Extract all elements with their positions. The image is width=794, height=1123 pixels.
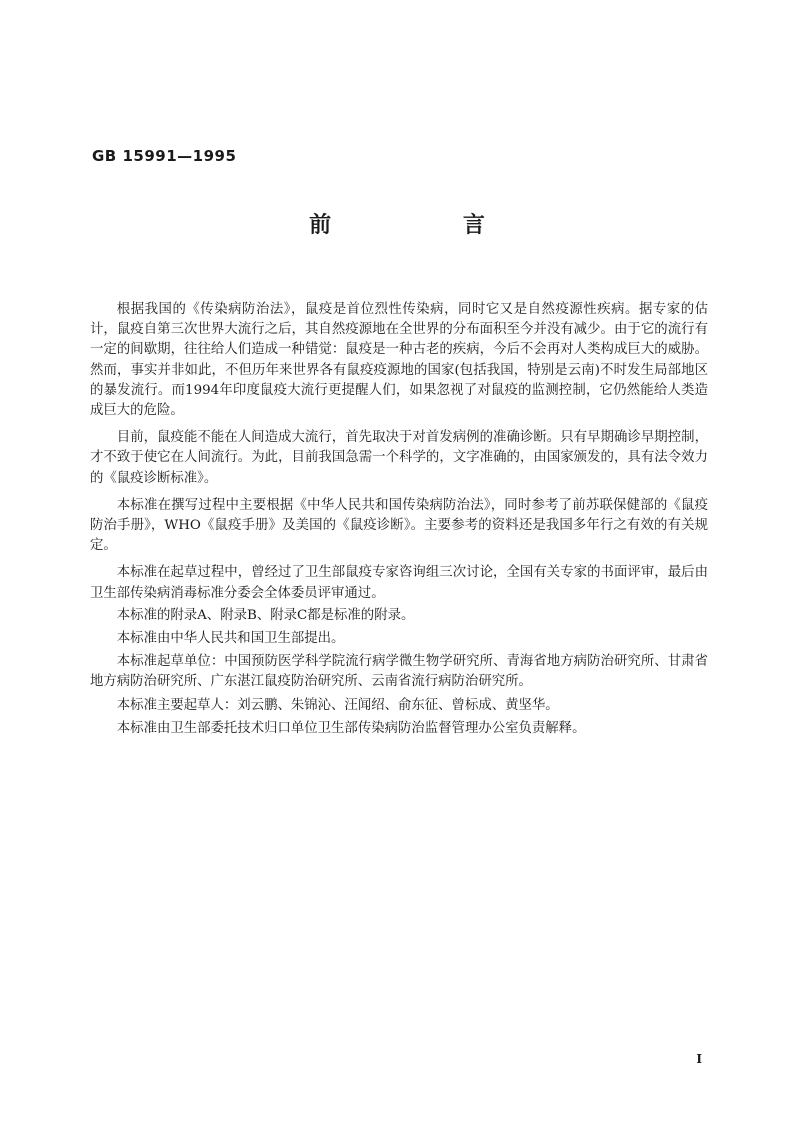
paragraph-proposer: 本标准由中华人民共和国卫生部提出。 bbox=[116, 631, 345, 647]
paragraph-background: 根据我国的《传染病防治法》，鼠疫是首位烈性传染病，同时它又是自然疫源性疾病。据专家的估计，鼠疫自第三次世界大流行之后，其自然疫源地在全世界的分布面积至今并没有减少。由于它的流行有一定的间歇期，往往给人们造成一种错觉：鼠疫是一种古老的疾病，今后不会再对人类构成巨大的威胁。然而，事实并非如此，不但历年来世界各有鼠疫疫源地的国家(包括我国，特别是云南)不时发生局部地区的暴发流行。而1994年印度鼠疫大流行更提醒人们，如果忽视了对鼠疫的监测控制，它仍然能给人类造成巨大的危险。 bbox=[90, 302, 708, 419]
paragraph-drafters: 本标准主要起草人：刘云鹏、朱锦沁、汪闻绍、俞东征、曾标成、黄坚华。 bbox=[116, 697, 559, 713]
paragraph-drafting-units: 本标准起草单位：中国预防医学科学院流行病学微生物学研究所、青海省地方病防治研究所、甘肃省地方病防治研究所、广东湛江鼠疫防治研究所、云南省流行病防治研究所。 bbox=[90, 654, 708, 690]
paragraph-interpretation: 本标准由卫生部委托技术归口单位卫生部传染病防治监督管理办公室负责解释。 bbox=[116, 720, 586, 736]
paragraph-review: 本标准在起草过程中，曾经过了卫生部鼠疫专家咨询组三次讨论，全国有关专家的书面评审，最后由卫生部传染病消毒标准分委会全体委员评审通过。 bbox=[90, 565, 708, 601]
page-title: 前 言 bbox=[309, 213, 547, 238]
preface-body bbox=[90, 300, 708, 739]
page-number: I bbox=[696, 1052, 702, 1066]
paragraph-references: 本标准在撰写过程中主要根据《中华人民共和国传染病防治法》，同时参考了前苏联保健部的《鼠疫防治手册》，WHO《鼠疫手册》及美国的《鼠疫诊断》。主要参考的资料还是我国多年行之有效的有关规定。 bbox=[90, 497, 708, 554]
paragraph-appendix: 本标准的附录A、附录B、附录C都是标准的附录。 bbox=[116, 607, 415, 623]
standard-code: GB 15991—1995 bbox=[92, 147, 237, 165]
paragraph-purpose: 目前，鼠疫能不能在人间造成大流行，首先取决于对首发病例的准确诊断。只有早期确诊早期控制，才不致于使它在人间流行。为此，目前我国急需一个科学的，文字准确的，由国家颁发的，具有法令效力的《鼠疫诊断标准》。 bbox=[90, 430, 708, 486]
